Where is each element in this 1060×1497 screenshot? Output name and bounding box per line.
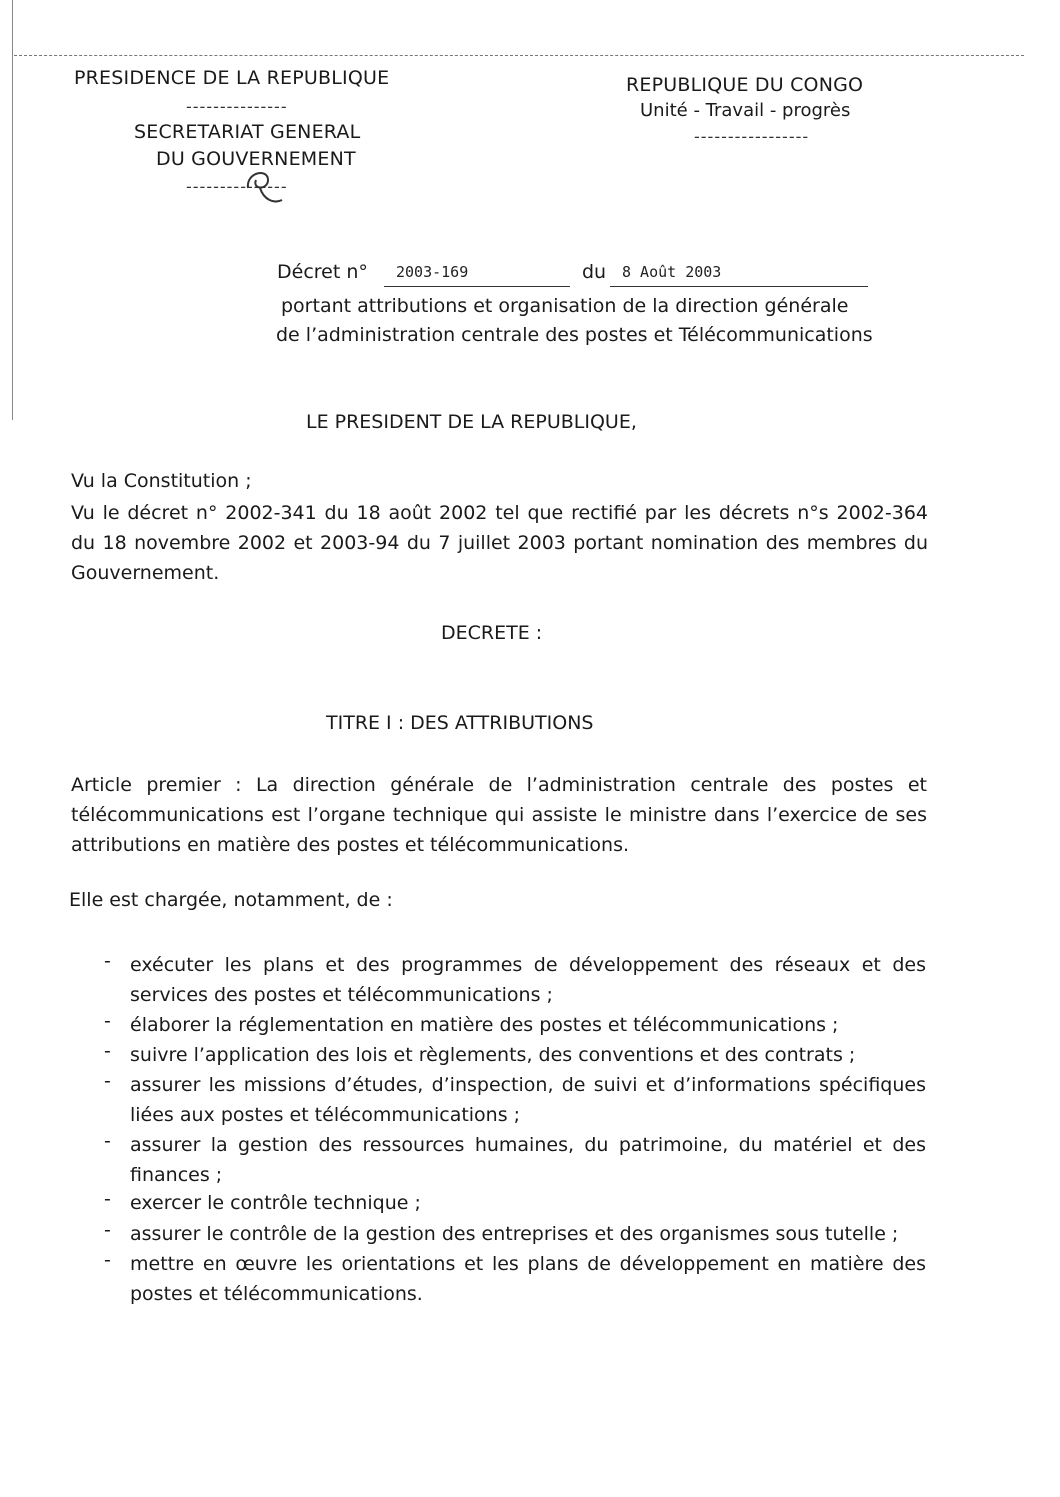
decrete-heading: DECRETE : [441,622,543,644]
decree-subject-line1: portant attributions et organisation de la direction générale [281,295,849,317]
bullet-dash: - [104,1010,111,1032]
missions-intro: Elle est chargée, notamment, de : [69,889,393,911]
bullet-dash: - [104,1188,111,1210]
secretariat-heading: SECRETARIAT GENERAL [134,121,361,143]
mission-item: élaborer la réglementation en matière des postes et télécommunications ; [130,1014,839,1036]
mission-item: suivre l’application des lois et règlements, des conventions et des contrats ; [130,1044,856,1066]
bullet-dash: - [104,1070,111,1092]
bullet-dash: - [104,1130,111,1152]
article-premier [71,770,927,860]
bullet-dash: - [104,950,111,972]
mission-item: exécuter les plans et des programmes de développement des réseaux et des services des postes et télécommunications ; [130,954,926,1006]
republique-heading: REPUBLIQUE DU CONGO [626,74,864,96]
scan-top-line [14,55,1024,56]
visa-constitution: Vu la Constitution ; [71,470,252,492]
mission-item: mettre en œuvre les orientations et les plans de développement en matière des postes et télécommunications. [130,1253,926,1305]
mission-item: assurer les missions d’études, d’inspection, de suivi et d’informations spécifiques liées aux postes et télécommunications ; [130,1074,926,1126]
national-motto: Unité - Travail - progrès [640,100,851,121]
mission-item: exercer le contrôle technique ; [130,1192,421,1214]
decree-du: du [582,261,607,283]
decree-number-underline [384,286,570,287]
decree-subject-line2: de l’administration centrale des postes et Télécommunications [276,324,873,346]
header-left-separator: --------------- [186,97,288,116]
bullet-dash: - [104,1040,111,1062]
mission-item: assurer la gestion des ressources humaines, du patrimoine, du matériel et des finances ; [130,1134,926,1186]
gouvernement-heading: DU GOUVERNEMENT [156,148,356,170]
visa-decret: Vu le décret n° 2002-341 du 18 août 2002 tel que rectifié par les décrets n°s 2002-364 du 18 novembre 2002 et 2003-94 du 7 juillet 2003 portant nomination des membres du Gouvernement. [71,502,928,584]
paraph-mark [238,160,288,210]
mission-item: assurer le contrôle de la gestion des entreprises et des organismes sous tutelle ; [130,1223,899,1245]
decree-date: 8 Août 2003 [622,263,722,281]
decree-number: 2003-169 [396,263,469,281]
scan-edge-line [12,0,13,420]
decree-date-underline [610,286,868,287]
article-text: La direction générale de l’administration centrale des postes et télécommunications est l’organe technique qui assiste le ministre dans l’exercice de ses attributions en matière des postes et télécommunications. [71,774,927,856]
bullet-dash: - [104,1219,111,1241]
header-right-separator: ----------------- [694,127,810,146]
bullet-dash: - [104,1249,111,1271]
president-title: LE PRESIDENT DE LA REPUBLIQUE, [306,411,637,433]
decree-label: Décret n° [277,261,368,283]
titre-heading: TITRE I : DES ATTRIBUTIONS [326,712,594,734]
header-left-separator-2: --------------- [186,177,288,196]
presidence-heading: PRESIDENCE DE LA REPUBLIQUE [74,67,390,89]
article-label: Article premier : [71,774,242,796]
